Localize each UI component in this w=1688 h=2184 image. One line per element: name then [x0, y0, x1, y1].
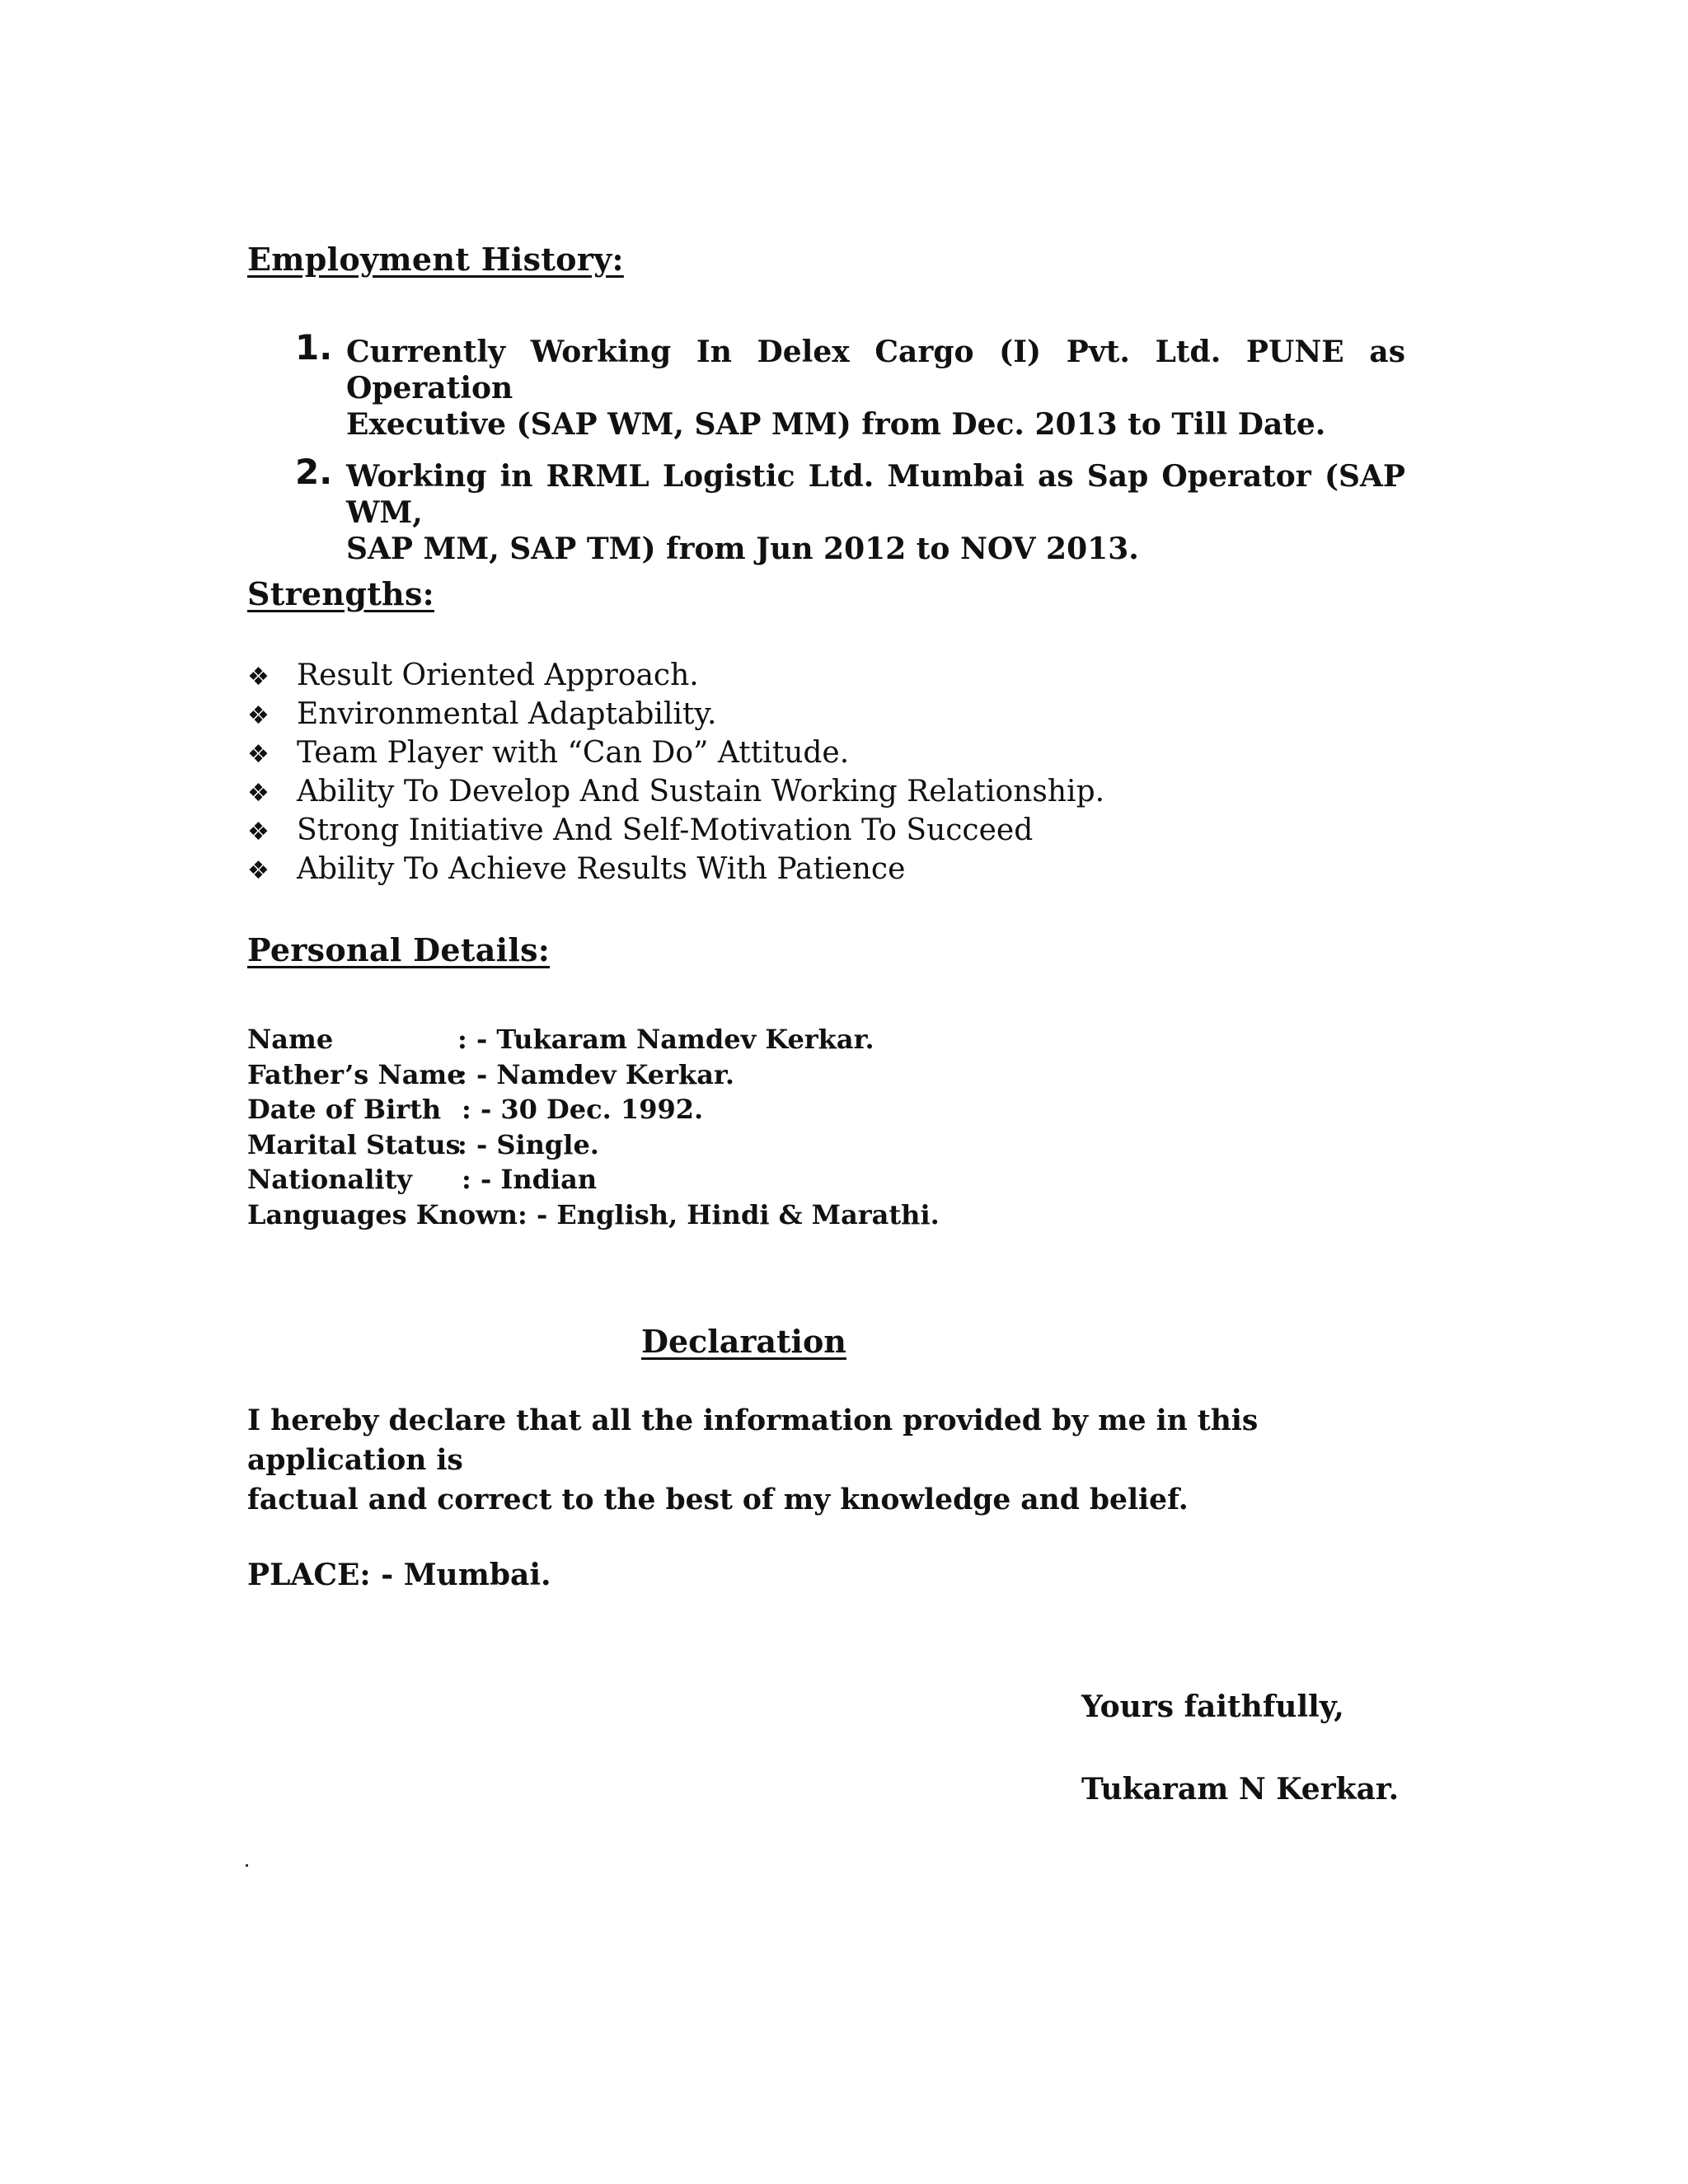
detail-value: : - Tukaram Namdev Kerkar. — [457, 1024, 874, 1055]
declaration-line: factual and correct to the best of my knowledge and belief. — [247, 1483, 1189, 1516]
diamond-bullet-icon: ❖ — [247, 779, 270, 808]
detail-value: : - Namdev Kerkar. — [457, 1058, 734, 1090]
detail-row — [247, 1057, 940, 1093]
detail-row — [247, 1162, 940, 1197]
employment-item-line: Currently Working In Delex Cargo (I) Pvt. Ltd. PUNE as Operation — [346, 335, 1405, 405]
strength-text: Result Oriented Approach. — [297, 658, 699, 692]
employment-item-number: 2. — [295, 452, 333, 492]
employment-item-number: 1. — [295, 327, 333, 368]
list-item — [247, 695, 1104, 733]
list-item — [247, 772, 1104, 811]
detail-value: : - Indian — [462, 1164, 598, 1195]
detail-label: Nationality — [247, 1164, 412, 1195]
detail-row — [247, 1127, 940, 1163]
place-line: PLACE: - Mumbai. — [247, 1558, 551, 1592]
diamond-bullet-icon: ❖ — [247, 818, 270, 846]
declaration-heading: Declaration — [641, 1323, 846, 1360]
closing-salutation: Yours faithfully, — [1081, 1690, 1344, 1724]
personal-details-heading: Personal Details: — [247, 931, 551, 968]
diamond-bullet-icon: ❖ — [247, 701, 270, 730]
detail-row — [247, 1022, 940, 1057]
strength-text: Ability To Develop And Sustain Working Relationship. — [297, 775, 1105, 808]
detail-label: Marital Status — [247, 1128, 461, 1160]
strength-text: Strong Initiative And Self-Motivation To Succeed — [297, 813, 1034, 847]
list-item — [247, 656, 1104, 695]
stray-dot — [246, 1864, 248, 1867]
strengths-list — [247, 656, 1104, 888]
detail-label: Father’s Name — [247, 1058, 464, 1090]
signature-name: Tukaram N Kerkar. — [1081, 1772, 1400, 1807]
employment-item-text — [346, 334, 1405, 443]
detail-value: : - 30 Dec. 1992. — [462, 1094, 704, 1125]
detail-label: Date of Birth — [247, 1094, 442, 1125]
strength-text: Ability To Achieve Results With Patience — [297, 852, 906, 886]
detail-value: : - Single. — [457, 1128, 599, 1160]
detail-label: Name — [247, 1024, 334, 1055]
employment-item-line: SAP MM, SAP TM) from Jun 2012 to NOV 2013. — [346, 532, 1139, 566]
employment-item-text — [346, 458, 1405, 567]
languages-row: Languages Known: - English, Hindi & Marathi. — [247, 1198, 940, 1230]
declaration-line: I hereby declare that all the information provided by me in this application is — [247, 1404, 1259, 1477]
employment-item-line: Executive (SAP WM, SAP MM) from Dec. 2013 to Till Date. — [346, 407, 1326, 442]
list-item — [247, 811, 1104, 850]
list-item — [247, 850, 1104, 888]
declaration-text — [247, 1401, 1418, 1520]
employment-history-heading: Employment History: — [247, 241, 624, 278]
diamond-bullet-icon: ❖ — [247, 663, 270, 691]
diamond-bullet-icon: ❖ — [247, 740, 270, 769]
strength-text: Team Player with “Can Do” Attitude. — [297, 736, 850, 770]
strengths-heading: Strengths: — [247, 575, 434, 612]
diamond-bullet-icon: ❖ — [247, 856, 270, 885]
list-item — [247, 733, 1104, 772]
personal-details-block — [247, 1022, 940, 1232]
detail-row — [247, 1092, 940, 1127]
strength-text: Environmental Adaptability. — [297, 697, 717, 731]
employment-item-line: Working in RRML Logistic Ltd. Mumbai as Sap Operator (SAP WM, — [346, 459, 1405, 530]
